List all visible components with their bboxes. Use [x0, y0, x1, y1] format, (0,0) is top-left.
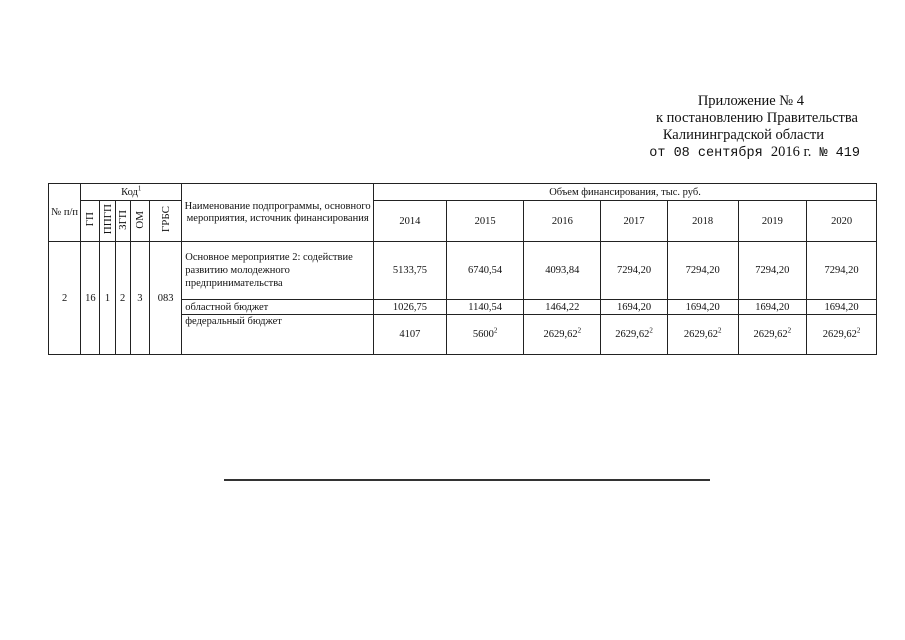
code-ppgp-header: ППГП	[100, 201, 115, 242]
col-funding-header: Объем финансирования, тыс. руб.	[374, 184, 877, 201]
resolution-number: № 419	[819, 146, 860, 161]
year-header: 2014	[374, 201, 447, 242]
amount-cell: 1464,22	[524, 300, 601, 315]
resolution-reference: к постановлению Правительства	[656, 110, 858, 126]
code-zgp-header: ЗГП	[115, 201, 130, 242]
amount-cell: 1140,54	[446, 300, 524, 315]
amount-cell: 1694,20	[807, 300, 877, 315]
code-zgp: 2	[115, 242, 130, 355]
year-header: 2018	[667, 201, 738, 242]
appendix-header	[600, 93, 860, 162]
amount-cell: 2629,62$^2$	[524, 315, 601, 355]
col-name-header: Наименование подпрограммы, основного мероприятия, источник финансирования	[182, 184, 374, 242]
amount-cell: 7294,20	[601, 242, 668, 300]
table-row	[49, 242, 877, 300]
date-year: 2016 г.	[770, 144, 812, 160]
code-om: 3	[130, 242, 149, 355]
year-header: 2020	[807, 201, 877, 242]
resolution-date	[600, 144, 860, 162]
col-number-header: № п/п	[49, 184, 81, 242]
measure-name: Основное мероприятие 2: содействие развитию молодежного предпринимательства	[182, 242, 374, 300]
amount-cell: 7294,20	[667, 242, 738, 300]
amount-cell: 7294,20	[807, 242, 877, 300]
year-header: 2017	[601, 201, 668, 242]
date-prefix: от 08 сентября	[649, 146, 763, 161]
amount-cell: 4107	[374, 315, 447, 355]
code-om-header: ОМ	[130, 201, 149, 242]
amount-cell: 1694,20	[738, 300, 807, 315]
year-header: 2015	[446, 201, 524, 242]
appendix-number: Приложение № 4	[697, 93, 804, 109]
amount-cell: 4093,84	[524, 242, 601, 300]
amount-cell: 1694,20	[667, 300, 738, 315]
year-header: 2016	[524, 201, 601, 242]
funding-table	[48, 183, 877, 355]
end-divider	[224, 479, 710, 481]
code-gp: 16	[81, 242, 100, 355]
row-number: 2	[49, 242, 81, 355]
amount-cell: 2629,62$^2$	[807, 315, 877, 355]
regional-budget-label: областной бюджет	[182, 300, 374, 315]
code-gp-header: ГП	[81, 201, 100, 242]
amount-cell: 5600$^2$	[446, 315, 524, 355]
amount-cell: 7294,20	[738, 242, 807, 300]
amount-cell: 2629,62$^2$	[601, 315, 668, 355]
col-code-header: Код$^1$	[81, 184, 182, 201]
year-header: 2019	[738, 201, 807, 242]
amount-cell: 1694,20	[601, 300, 668, 315]
federal-budget-label: федеральный бюджет	[182, 315, 374, 355]
amount-cell: 1026,75	[374, 300, 447, 315]
code-grbs-header: ГРБС	[149, 201, 181, 242]
amount-cell: 6740,54	[446, 242, 524, 300]
region-name: Калининградской области	[662, 127, 824, 143]
code-ppgp: 1	[100, 242, 115, 355]
amount-cell: 2629,62$^2$	[738, 315, 807, 355]
code-grbs: 083	[149, 242, 181, 355]
amount-cell: 2629,62$^2$	[667, 315, 738, 355]
amount-cell: 5133,75	[374, 242, 447, 300]
